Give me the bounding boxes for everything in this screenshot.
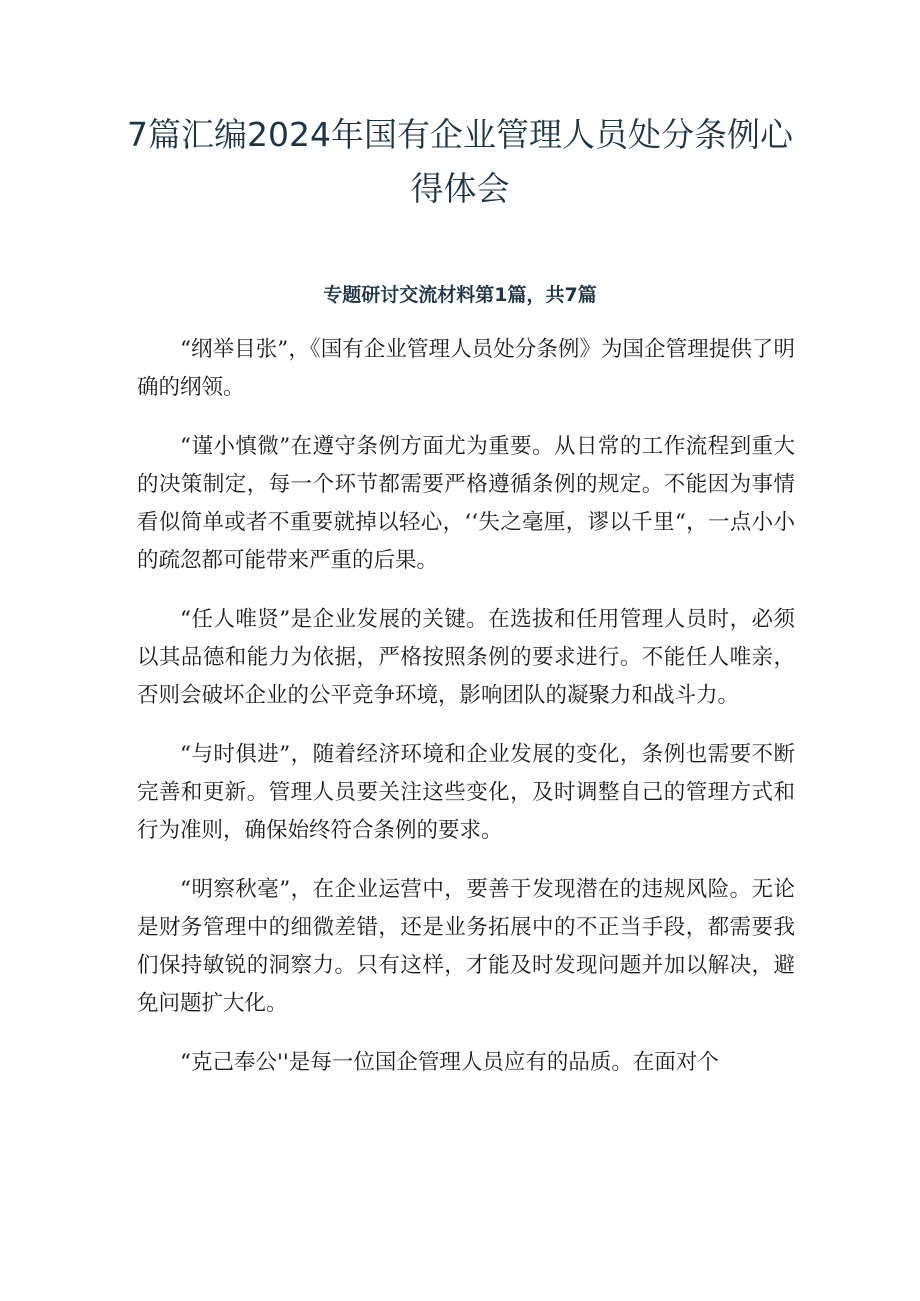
document-body <box>137 331 795 1103</box>
document-subtitle: 专题研讨交流材料第1篇，共7篇 <box>323 284 597 306</box>
paragraph-6: “克己奉公''是每一位国企管理人员应有的品质。在面对个 <box>180 1050 719 1075</box>
paragraph-5: “明察秋毫”，在企业运营中，要善于发现潜在的违规风险。无论是财务管理中的细微差错，还是业务拓展中的不正当手段，都需要我们保持敏锐的洞察力。只有这样，才能及时发现问题并加以解决，避免问题扩大化。 <box>137 877 795 1016</box>
paragraph-4: “与时俱进”，随着经济环境和企业发展的变化，条例也需要不断完善和更新。管理人员要关注这些变化，及时调整自己的管理方式和行为准则，确保始终符合条例的要求。 <box>137 742 795 843</box>
paragraph-3: “任人唯贤”是企业发展的关键。在选拔和任用管理人员时，必须以其品德和能力为依据，严格按照条例的要求进行。不能任人唯亲，否则会破坏企业的公平竞争环境，影响团队的凝聚力和战斗力。 <box>137 607 795 708</box>
document-title: 7篇汇编2024年国有企业管理人员处分条例心得体会 <box>127 115 793 208</box>
paragraph-2: “谨小慎微”在遵守条例方面尤为重要。从日常的工作流程到重大的决策制定，每一个环节都需要严格遵循条例的规定。不能因为事情看似简单或者不重要就掉以轻心，‘‘失之毫厘，谬以千里“，一点小小的疏忽都可能带来严重的后果。 <box>137 434 795 573</box>
paragraph-1: “纲举目张”，《国有企业管理人员处分条例》为国企管理提供了明确的纲领。 <box>137 337 795 400</box>
